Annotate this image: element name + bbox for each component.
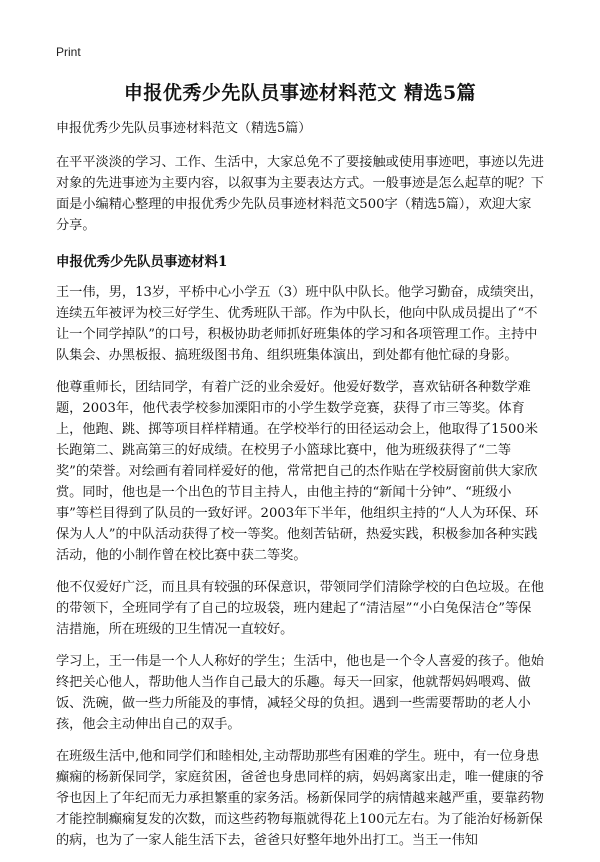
article-body xyxy=(56,120,544,862)
print-link[interactable]: Print xyxy=(56,45,81,59)
body-paragraph-2: 他尊重师长，团结同学，有着广泛的业余爱好。他爱好数学，喜欢钻研各种数学难题，2003年，他代表学校参加溧阳市的小学生数学竞赛，获得了市三等奖。体育上，他跑、跳、掷等项目样样精通。在学校举行的田径运动会上，他取得了1500米长跑第二、跳高第三的好成绩。在校男子小篮球比赛中，他为班级获得了“二等奖”的荣誉。对绘画有着同样爱好的他，常常把自己的杰作贴在学校厨窗前供大家欣赏。同时，他也是一个出色的节目主持人，由他主持的“新闻十分钟”、“班级小事”等栏目得到了队员的一致好评。2003年下半年，他组织主持的“人人为环保、环保为人人”的中队活动获得了校一等奖。他刻苦钻研，热爱实践，积极参加各种实践活动，他的小制作曾在校比赛中获二等奖。 xyxy=(56,380,539,563)
document-title: 申报优秀少先队员事迹材料范文 精选5篇 xyxy=(123,82,477,104)
body-paragraph-3: 他不仅爱好广泛，而且具有较强的环保意识，带领同学们清除学校的白色垃圾。在他的带领下，全班同学有了自己的垃圾袋，班内建起了“清洁屋”“小白兔保洁仓”等保洁措施，所在班级的卫生情况一直较好。 xyxy=(56,580,544,637)
section-heading: 申报优秀少先队员事迹材料1 xyxy=(56,254,228,270)
intro-paragraph: 在平平淡淡的学习、工作、生活中，大家总免不了要接触或使用事迹吧，事迹以先进对象的先进事迹为主要内容，以叙事为主要表达方式。一般事迹是怎么起草的呢？下面是小编精心整理的申报优秀少先队员事迹材料范文500字（精选5篇），欢迎大家分享。 xyxy=(56,155,544,233)
body-paragraph-5: 在班级生活中,他和同学们和睦相处,主动帮助那些有困难的学生。班中，有一位身患癫痫的杨新保同学，家庭贫困，爸爸也身患同样的病，妈妈离家出走，唯一健康的爷爷也因上了年纪而无力承担繁重的家务活。杨新保同学的病情越来越严重，要靠药物才能控制癫痫复发的次数，而这些药物每瓶就得花上100元左右。为了能治好杨新保的病，也为了一家人能生活下去，爸爸只好整年地外出打工。当王一伟知 xyxy=(56,749,544,848)
article-subtitle: 申报优秀少先队员事迹材料范文（精选5篇） xyxy=(56,121,312,136)
body-paragraph-1: 王一伟，男，13岁，平桥中心小学五（3）班中队中队长。他学习勤奋，成绩突出，连续五年被评为校三好学生、优秀班队干部。作为中队长，他向中队成员提出了“不让一个同学掉队”的口号，积极协助老师抓好班集体的学习和各项管理工作。主持中队集会、办黑板报、搞班级图书角、组织班集体演出，到处都有他忙碌的身影。 xyxy=(56,285,543,363)
body-paragraph-4: 学习上，王一伟是一个人人称好的学生；生活中，他也是一个令人喜爱的孩子。他始终把关心他人，帮助他人当作自己最大的乐趣。每天一回家，他就帮妈妈喂鸡、做饭、洗碗，做一些力所能及的事情，减轻父母的负担。遇到一些需要帮助的老人小孩，他会主动伸出自己的双手。 xyxy=(56,654,544,732)
